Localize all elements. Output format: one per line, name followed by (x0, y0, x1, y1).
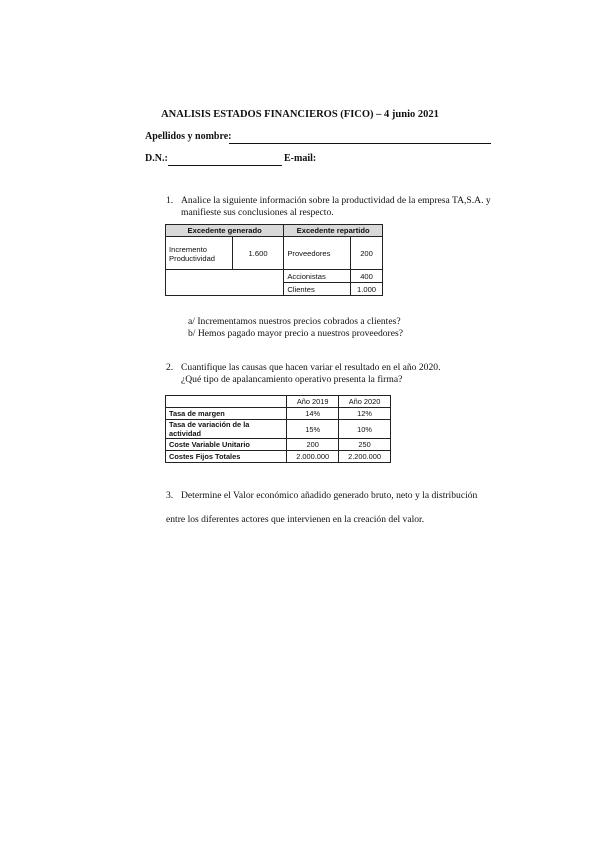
q1-option-b: b/ Hemos pagado mayor precio a nuestros proveedores? (188, 328, 403, 339)
email-label: E-mail: (284, 153, 317, 164)
name-field[interactable] (229, 132, 491, 144)
header-excedente-generado: Excedente generado (166, 225, 284, 237)
row-label-tasa-margen: Tasa de margen (166, 408, 287, 420)
q1-text-line1: Analice la siguiente información sobre la productividad de la empresa TA,S.A. y (181, 195, 491, 206)
cell-accionistas-label: Accionistas (284, 270, 351, 283)
row-value-2019: 2.000.000 (287, 451, 339, 463)
gen-label-line1: Incremento (169, 245, 207, 254)
cell-accionistas-value: 400 (351, 270, 383, 283)
row-label-costes-fijos: Costes Fijos Totales (166, 451, 287, 463)
cell-proveedores-label: Proveedores (284, 237, 351, 270)
cell-gen-value: 1.600 (232, 237, 284, 270)
cell-empty (166, 270, 284, 296)
q2-text-line2: ¿Qué tipo de apalancamiento operativo presenta la firma? (181, 374, 403, 385)
q1-number: 1. (166, 195, 174, 206)
row-value-2019: 14% (287, 408, 339, 420)
gen-label-line2: Productividad (169, 254, 216, 263)
col-header-2020: Año 2020 (339, 396, 391, 408)
row-value-2019: 15% (287, 420, 339, 439)
row-value-2020: 10% (339, 420, 391, 439)
header-excedente-repartido: Excedente repartido (284, 225, 383, 237)
dni-field[interactable] (168, 154, 282, 166)
page-title: ANALISIS ESTADOS FINANCIEROS (FICO) – 4 junio 2021 (161, 109, 439, 120)
cell-incremento-productividad (166, 237, 233, 270)
row-value-2020: 12% (339, 408, 391, 420)
col-header-2019: Año 2019 (287, 396, 339, 408)
row-label-coste-variable: Coste Variable Unitario (166, 439, 287, 451)
q1-option-a: a/ Incrementamos nuestros precios cobrados a clientes? (188, 316, 401, 327)
cell-clientes-value: 1.000 (351, 283, 383, 296)
q3-text-line2: entre los diferentes actores que intervienen en la creación del valor. (166, 514, 425, 525)
leverage-table (165, 395, 391, 463)
row-label-tasa-variacion: Tasa de variación de la actividad (166, 420, 287, 439)
q3-number: 3. (166, 490, 174, 501)
leverage-header-empty (166, 396, 287, 408)
row-value-2020: 250 (339, 439, 391, 451)
q2-number: 2. (166, 362, 174, 373)
productivity-table (165, 224, 383, 296)
row-value-2019: 200 (287, 439, 339, 451)
cell-proveedores-value: 200 (351, 237, 383, 270)
name-label: Apellidos y nombre: (145, 131, 232, 142)
row-value-2020: 2.200.000 (339, 451, 391, 463)
q3-text-line1: Determine el Valor económico añadido generado bruto, neto y la distribución (181, 490, 478, 501)
cell-clientes-label: Clientes (284, 283, 351, 296)
dni-label: D.N.: (145, 153, 168, 164)
q2-text-line1: Cuantifique las causas que hacen variar el resultado en el año 2020. (181, 362, 441, 373)
q1-text-line2: manifieste sus conclusiones al respecto. (181, 207, 334, 218)
